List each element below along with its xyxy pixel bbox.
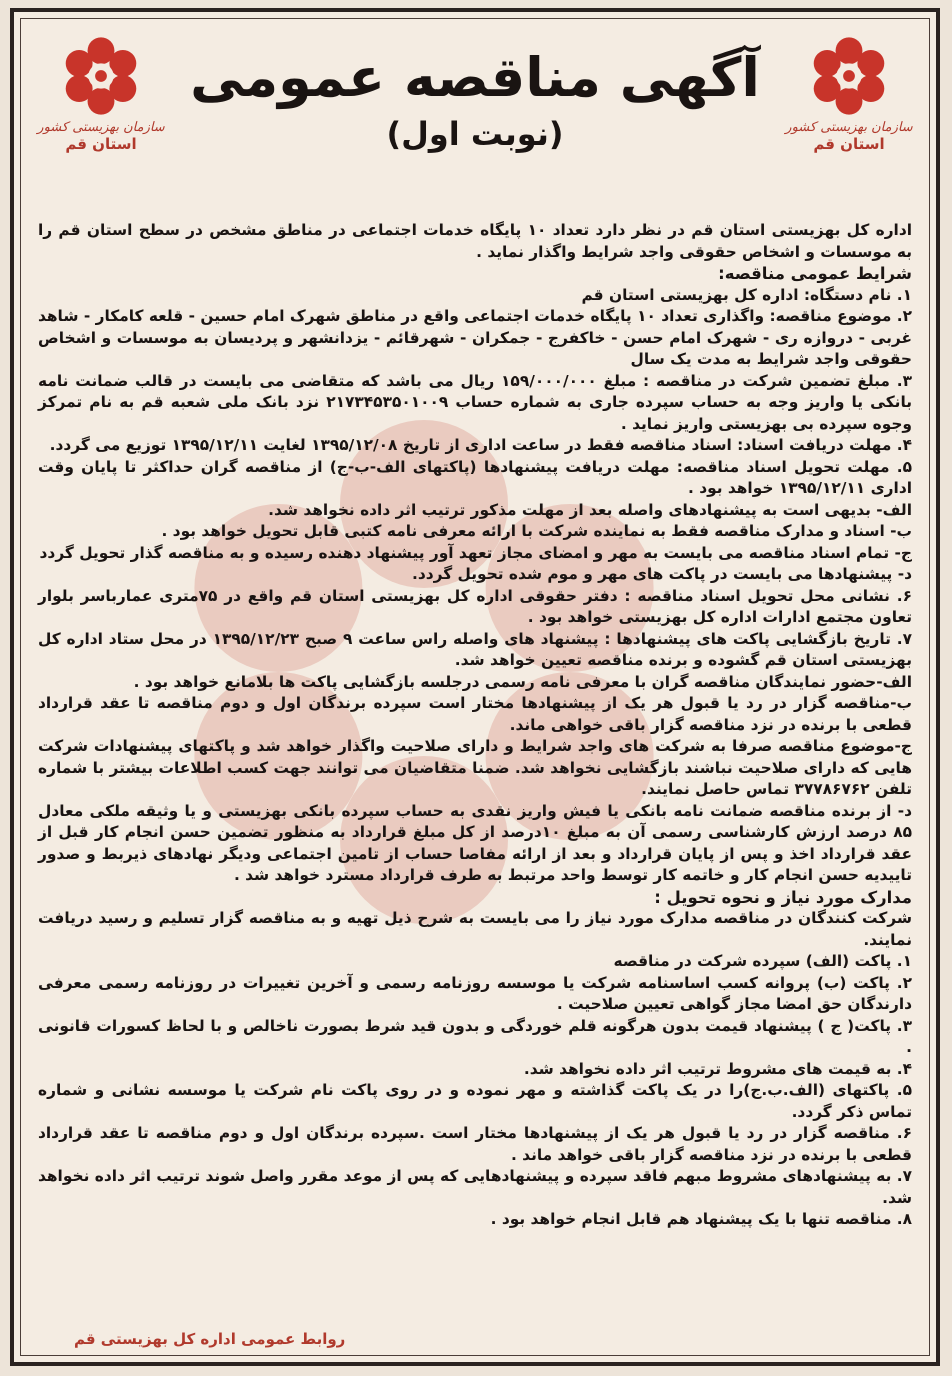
condition-item: ۶. نشانی محل تحویل اسناد مناقصه : دفتر حقوقی اداره کل بهزیستی استان قم واقع در ۷۵متری عمارباسر بلوار تعاون مجتمع ادارات اداره کل بهزیستی خواهد بود . [38, 586, 912, 626]
document-item: ۱. پاکت (الف) سپرده شرکت در مناقصه [613, 952, 912, 970]
public-relations-signature: روابط عمومی اداره کل بهزیستی قم [74, 1330, 346, 1348]
condition-item: ۷. تاریخ بازگشایی پاکت های پیشنهادها : پیشنهاد های واصله راس ساعت ۹ صبح ۱۳۹۵/۱۲/۲۳ در محل ستاد اداره کل بهزیستی استان قم گشوده و برنده مناقصه تعیین خواهد شد. [38, 629, 912, 669]
condition-item: ۳. مبلغ تضمین شرکت در مناقصه : مبلغ ۱۵۹/۰۰۰/۰۰۰ ریال می باشد که متقاضی می بایست در قالب ضمانت نامه بانکی یا واریز وجه به حساب سپرده جاری به شماره حساب ۲۱۷۳۴۵۳۵۰۱۰۰۹ نزد بانک ملی شعبه قم به نام تمرکز وجوه سپرده بی بهزیستی واریز نماید . [38, 371, 913, 433]
org-name: سازمان بهزیستی کشور [37, 120, 165, 135]
document-item: ۸. مناقصه تنها با یک پیشنهاد هم قابل انجام خواهد بود . [490, 1210, 912, 1228]
general-conditions-heading: شرایط عمومی مناقصه: [718, 264, 912, 283]
condition-item: ۲. موضوع مناقصه: واگذاری تعداد ۱۰ پایگاه خدمات اجتماعی واقع در مناطق شهرک امام حسین - قلعه کامکار - شاهد غربی - دروازه ری - شهرک امام حسن - خاکفرج - جمکران - شهرقائم - یزدانشهر و پردیسان به موسسات و اشخاص حقوقی واجد شرایط به مدت یک سال [38, 307, 912, 368]
notice-header [184, 46, 766, 154]
notice-page [10, 8, 940, 1366]
document-item: ۵. پاکتهای (الف.ب.ج)را در یک پاکت گذاشته و مهر نموده و در روی پاکت نام شرکت یا موسسه نشانی و شماره تماس ذکر گردد. [38, 1081, 912, 1121]
sub-item: ب-مناقصه گزار در رد یا قبول هر یک از پیشنهادها مختار است سپرده برندگان اول و دوم مناقصه تا عقد قرارداد قطعی با برنده در نزد مناقصه گزار باقی خواهی ماند. [38, 694, 912, 734]
documents-intro: شرکت کنندگان در مناقصه مدارک مورد نیاز را می بایست به شرح ذیل تهیه و به مناقصه گزار تسلیم و رسید دریافت نمایند. [38, 909, 912, 949]
org-name: سازمان بهزیستی کشور [785, 120, 913, 135]
document-item: ۶. مناقصه گزار در رد یا قبول هر یک از پیشنهادها مختار است .سپرده برندگان اول و دوم مناقصه تا عقد قرارداد قطعی با برنده در نزد مناقصه گزار باقی خواهد ماند . [38, 1124, 912, 1164]
notice-title: آگهی مناقصه عمومی [190, 46, 760, 109]
condition-item: ۱. نام دستگاه: اداره کل بهزیستی استان قم [581, 285, 912, 304]
intro-paragraph: اداره کل بهزیستی استان قم در نظر دارد تعداد ۱۰ پایگاه خدمات اجتماعی در مناطق مشخص در سطح استان قم را به موسسات و اشخاص حقوقی واجد شرایط واگذار نماید . [38, 221, 913, 261]
document-item: ۳. پاکت( ج ) پیشنهاد قیمت بدون هرگونه قلم خوردگی و بدون قید شرط بصورت ناخالص و با لحاظ کسورات قانونی . [38, 1016, 912, 1056]
sub-item: د- از برنده مناقصه ضمانت نامه بانکی یا فیش واریز نقدی به حساب سپرده بانکی بهزیستی و یا وثیقه ملکی معادل ۸۵ درصد ارزش کارشناسی رسمی آن به مبلغ ۱۰درصد از کل مبلغ قرارداد به منظور تضمین حسن انجام کار قبل از عقد قرارداد اخذ و پس از پایان قرارداد و بعد از ارائه مفاصا حساب از تامین اجتماعی ودیگر نهادهای ذیربط و صدور تاییدیه حسن انجام کار و خاتمه کار توسط واحد مرتبط به طرف قرارداد مسترد خواهد شد . [38, 801, 912, 884]
sub-item: د- پیشنهادها می بایست در پاکت های مهر و موم شده تحویل گردد. [412, 565, 912, 583]
sub-item: ج-موضوع مناقصه صرفا به شرکت های واجد شرایط و دارای صلاحیت واگذار خواهد شد و پاکتهای پیشنهادات شرکت هایی که دارای صلاحیت نباشند بازگشایی نخواهد شد. ضمنا متقاضیان می توانند جهت کسب اطلاعات بیشتر با شماره تلفن ۳۷۷۸۶۷۶۲ تماس حاصل نمایند. [38, 737, 912, 798]
sub-item: الف-حضور نمایندگان مناقصه گران با معرفی نامه رسمی درجلسه بازگشایی پاکت ها بلامانع خواهد بود . [133, 672, 912, 691]
flower-logo-icon [59, 34, 143, 118]
logo-right [784, 34, 914, 153]
document-item: ۷. به پیشنهادهای مشروط مبهم فاقد سپرده و پیشنهادهایی که پس از موعد مقرر واصل شوند ترتیب اثر داده نخواهد شد. [38, 1167, 912, 1207]
documents-heading: مدارک مورد نیاز و نحوه تحویل : [654, 887, 912, 907]
sub-item: ج- تمام اسناد مناقصه می بایست به مهر و امضای مجاز تعهد آور پیشنهاد دهنده رسیده و به مناقصه گذار تحویل گردد [39, 543, 912, 562]
province-name: استان قم [65, 135, 137, 153]
document-item: ۴. به قیمت های مشروط ترتیب اثر داده نخواهد شد. [523, 1059, 912, 1078]
sub-item: الف- بدیهی است به پیشنهادهای واصله بعد از مهلت مذکور ترتیب اثر داده نخواهد شد. [268, 500, 912, 519]
logo-left [36, 34, 166, 153]
document-item: ۲. پاکت (ب) پروانه کسب اساسنامه شرکت یا موسسه روزنامه رسمی و آخرین تغییرات در روزنامه رسمی معرفی دارندگان حق امضا مجاز گواهی تعیین صلاحیت . [38, 973, 912, 1013]
condition-item: ۵. مهلت تحویل اسناد مناقصه: مهلت دریافت پیشنهادها (پاکتهای الف-ب-ج) از مناقصه گران حداکثر تا پایان وقت اداری ۱۳۹۵/۱۲/۱۱ خواهد بود . [38, 457, 912, 497]
province-name: استان قم [813, 135, 885, 153]
sub-item: ب- اسناد و مدارک مناقصه فقط به نماینده شرکت با ارائه معرفی نامه کتبی قابل تحویل خواهد بود . [161, 522, 912, 540]
condition-item: ۴. مهلت دریافت اسناد: اسناد مناقصه فقط در ساعت اداری از تاریخ ۱۳۹۵/۱۲/۰۸ لغایت ۱۳۹۵/۱۲/۱۱ توزیع می گردد. [49, 436, 912, 454]
flower-logo-icon [807, 34, 891, 118]
notice-body [38, 220, 912, 1231]
notice-subtitle: (نوبت اول) [386, 115, 564, 153]
